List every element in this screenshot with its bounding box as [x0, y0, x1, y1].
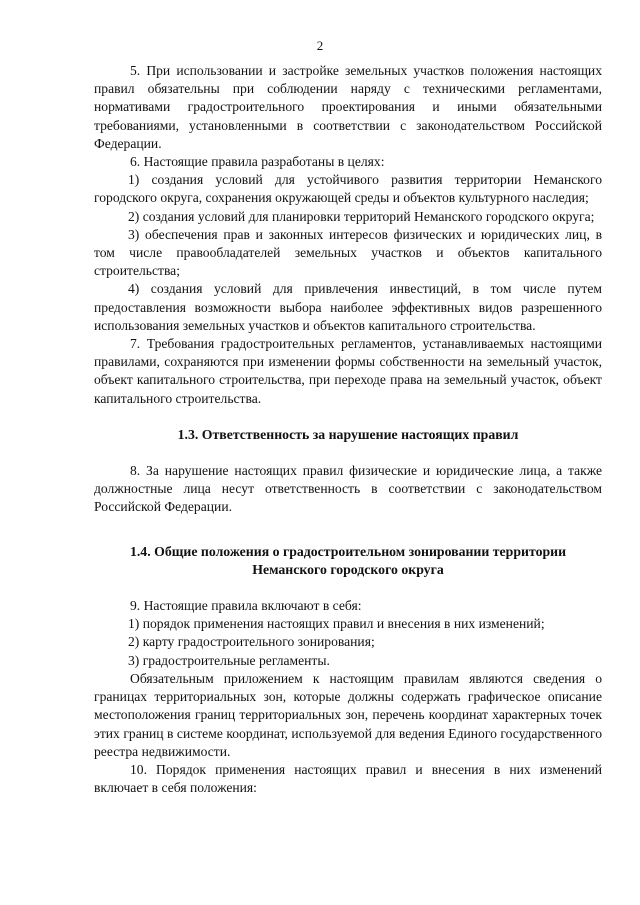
paragraph-5: 5. При использовании и застройке земельных участков положения настоящих правил обязательны при соблюдении наряду с техническими регламентами, нормативами градостроительного проектирования и иными обязательными требованиями, установленными в соответствии с законодательством Российской Федерации.: [94, 63, 602, 151]
paragraph-6-item-3: 3) обеспечения прав и законных интересов физических и юридических лиц, в том числе правообладателей земельных участков и объектов капитального строительства;: [94, 226, 602, 279]
page-number: 2: [316, 38, 324, 53]
paragraph-10: 10. Порядок применения настоящих правил и внесения в них изменений включает в себя положения:: [94, 761, 602, 796]
paragraph-6-item-2: 2) создания условий для планировки территорий Неманского городского округа;: [128, 208, 595, 224]
paragraph-7: 7. Требования градостроительных регламентов, устанавливаемых настоящими правилами, сохраняются при изменении формы собственности на земельный участок, объект капитального строительства, при переходе права на земельный участок, объект капитального строительства.: [94, 336, 602, 406]
paragraph-8: 8. За нарушение настоящих правил физические и юридические лица, а также должностные лица несут ответственность в соответствии с законодательством Российской Федерации.: [94, 463, 602, 515]
section-heading-1-4-line2: Неманского городского округа: [252, 561, 444, 577]
section-heading-1-4-line1: 1.4. Общие положения о градостроительном зонировании территории: [129, 543, 567, 559]
paragraph-9: 9. Настоящие правила включают в себя:: [130, 598, 362, 614]
paragraph-6-item-4: 4) создания условий для привлечения инвестиций, в том числе путем предоставления возможности выбора наиболее эффективных видов разрешенного использования земельных участков и объектов капитального строительства.: [94, 281, 602, 333]
paragraph-6-item-1: 1) создания условий для устойчивого развития территории Неманского городского округа, сохранения окружающей среды и объектов культурного наследия;: [94, 172, 602, 206]
paragraph-6: 6. Настоящие правила разработаны в целях:: [130, 154, 385, 170]
paragraph-appendix: Обязательным приложением к настоящим правилам являются сведения о границах территориальных зон, которые должны содержать графическое описание местоположения границ территориальных зон, перечень координат характерных точек этих границ в системе координат, используемой для ведения Единого государственного реестра недвижимости.: [94, 670, 602, 759]
section-heading-1-4: [94, 543, 602, 579]
paragraph-9-item-1: 1) порядок применения настоящих правил и внесения в них изменений;: [128, 616, 545, 632]
paragraph-9-item-2: 2) карту градостроительного зонирования;: [128, 634, 375, 650]
document-body: [94, 62, 602, 797]
paragraph-9-item-3: 3) градостроительные регламенты.: [128, 652, 330, 668]
section-heading-1-3: 1.3. Ответственность за нарушение настоящих правил: [177, 426, 519, 442]
